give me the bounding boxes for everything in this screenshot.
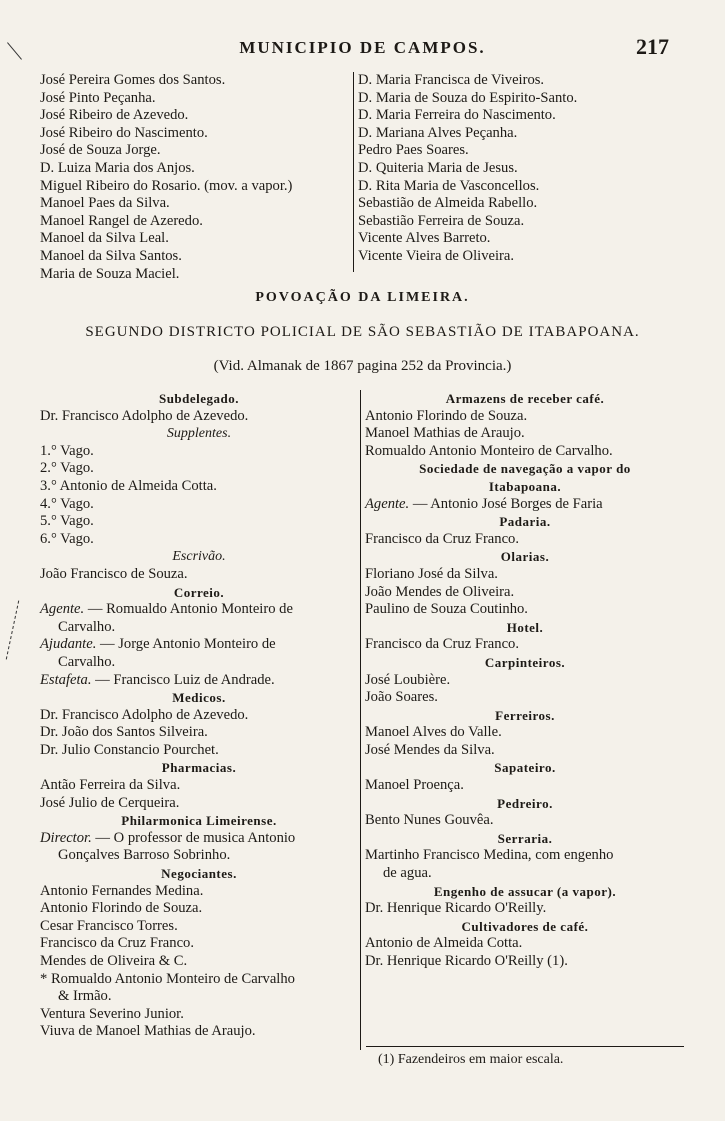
role-label: Ajudante. xyxy=(40,636,97,653)
heading-carpinteiros: Carpinteiros. xyxy=(484,654,566,670)
list-item: Martinho Francisco Medina, com engenho xyxy=(365,847,614,864)
list-item: Maria de Souza Maciel. xyxy=(40,265,180,282)
heading-armazens: Armazens de receber café. xyxy=(445,391,605,406)
margin-mark xyxy=(6,601,19,660)
list-item: Floriano José da Silva. xyxy=(365,565,498,582)
list-item: D. Maria Ferreira do Nascimento. xyxy=(358,107,556,124)
list-item: Manoel Mathias de Araujo. xyxy=(365,425,525,442)
heading-sociedade: Sociedade de navegação a vapor do xyxy=(419,461,631,477)
list-item: José Pinto Peçanha. xyxy=(40,89,156,106)
list-item: Antonio Fernandes Medina. xyxy=(40,882,204,899)
section-title: POVOAÇÃO DA LIMEIRA. xyxy=(255,290,470,305)
list-item: 4.° Vago. xyxy=(40,495,94,512)
list-item: D. Maria Francisca de Viveiros. xyxy=(358,72,545,88)
list-item: * Romualdo Antonio Monteiro de Carvalho xyxy=(40,970,295,987)
left-column xyxy=(40,390,358,1041)
list-item: Viuva de Manoel Mathias de Araujo. xyxy=(40,1023,256,1040)
list-item: Francisco da Cruz Franco. xyxy=(365,530,519,547)
list-item: José Ribeiro do Nascimento. xyxy=(40,124,208,141)
list-item: D. Quiteria Maria de Jesus. xyxy=(358,159,518,176)
list-item: José Mendes da Silva. xyxy=(365,741,495,758)
list-item: Ventura Severino Junior. xyxy=(40,1005,184,1022)
page-number: 217 xyxy=(636,34,669,59)
list-item: Cesar Francisco Torres. xyxy=(40,917,178,934)
heading-medicos: Medicos. xyxy=(172,690,226,706)
heading-supplentes: Supplentes. xyxy=(166,426,232,442)
list-item: João Mendes de Oliveira. xyxy=(365,583,515,600)
role-label: Director. xyxy=(40,829,92,846)
list-item: João Francisco de Souza. xyxy=(40,565,188,582)
running-title: MUNICIPIO DE CAMPOS. xyxy=(239,38,486,57)
heading-padaria: Padaria. xyxy=(499,514,551,530)
heading-hotel: Hotel. xyxy=(506,619,544,635)
list-item: Vicente Alves Barreto. xyxy=(358,230,491,247)
list-item: 1.° Vago. xyxy=(40,442,94,459)
list-item xyxy=(40,636,358,654)
reference-note: (Vid. Almanak de 1867 pagina 252 da Provincia.) xyxy=(213,358,512,374)
list-item: Vicente Vieira de Oliveira. xyxy=(358,247,515,264)
list-item-continuation: & Irmão. xyxy=(58,988,112,1005)
list-item xyxy=(40,672,358,690)
list-item: João Soares. xyxy=(365,689,438,706)
list-item: José Pereira Gomes dos Santos. xyxy=(40,72,226,88)
top-left-list xyxy=(40,72,350,283)
list-item: Manoel da Silva Leal. xyxy=(40,230,169,247)
heading-subdelegado: Subdelegado. xyxy=(158,391,240,406)
heading-sapateiro: Sapateiro. xyxy=(494,760,556,776)
heading-serraria: Serraria. xyxy=(497,830,553,846)
role-text: — O professor de musica Antonio xyxy=(91,829,296,846)
list-item: José Julio de Cerqueira. xyxy=(40,794,180,811)
list-item: Dr. Henrique Ricardo O'Reilly (1). xyxy=(365,953,568,969)
list-item: Miguel Ribeiro do Rosario. (mov. a vapor.) xyxy=(40,177,293,194)
list-item: Dr. Henrique Ricardo O'Reilly. xyxy=(365,900,547,917)
list-item: Manoel Paes da Silva. xyxy=(40,195,170,212)
list-item: Dr. Francisco Adolpho de Azevedo. xyxy=(40,407,249,424)
list-item: Dr. Julio Constancio Pourchet. xyxy=(40,741,219,758)
list-item: D. Luiza Maria dos Anjos. xyxy=(40,159,195,176)
list-item: José Loubière. xyxy=(365,671,451,688)
list-item: D. Maria de Souza do Espirito-Santo. xyxy=(358,89,578,106)
list-item: Dr. Francisco Adolpho de Azevedo. xyxy=(40,706,249,723)
role-label: Agente. xyxy=(40,601,85,618)
list-item: Dr. João dos Santos Silveira. xyxy=(40,724,208,741)
page-header xyxy=(0,34,725,64)
list-item xyxy=(40,601,358,619)
list-item: Manoel Rangel de Azeredo. xyxy=(40,212,203,229)
list-item: Manoel da Silva Santos. xyxy=(40,247,182,264)
list-item: Mendes de Oliveira & C. xyxy=(40,953,188,969)
list-item-continuation: de agua. xyxy=(383,865,432,882)
role-label: Estafeta. xyxy=(40,671,92,688)
role-text: — Romualdo Antonio Monteiro de xyxy=(84,601,293,618)
list-item: Antonio de Almeida Cotta. xyxy=(365,935,523,952)
list-item: Antonio Florindo de Souza. xyxy=(40,900,203,917)
list-item-continuation: Carvalho. xyxy=(58,653,116,670)
district-heading: SEGUNDO DISTRICTO POLICIAL DE SÃO SEBASTIÃO DE ITABAPOANA. xyxy=(85,324,640,340)
role-text: — Francisco Luiz de Andrade. xyxy=(91,671,275,688)
list-item: Romualdo Antonio Monteiro de Carvalho. xyxy=(365,442,613,459)
right-column xyxy=(365,390,685,971)
list-item: Sebastião de Almeida Rabello. xyxy=(358,195,538,212)
role-text: — Jorge Antonio Monteiro de xyxy=(96,636,276,653)
list-item: Pedro Paes Soares. xyxy=(358,142,469,159)
column-divider xyxy=(353,72,354,272)
list-item: D. Rita Maria de Vasconcellos. xyxy=(358,177,540,194)
list-item-continuation: Gonçalves Barroso Sobrinho. xyxy=(58,847,231,864)
list-item-continuation: Carvalho. xyxy=(58,618,116,635)
list-item xyxy=(40,830,358,848)
heading-philarmonica: Philarmonica Limeirense. xyxy=(121,813,277,829)
list-item: Manoel Proença. xyxy=(365,777,464,794)
list-item: 6.° Vago. xyxy=(40,530,94,547)
heading-olarias: Olarias. xyxy=(500,549,550,565)
list-item xyxy=(365,496,685,514)
heading-escrivao: Escrivão. xyxy=(172,549,226,565)
list-item: Sebastião Ferreira de Souza. xyxy=(358,212,525,229)
heading-ferreiros: Ferreiros. xyxy=(495,707,555,723)
list-item: José Ribeiro de Azevedo. xyxy=(40,107,189,124)
list-item: D. Mariana Alves Peçanha. xyxy=(358,124,518,141)
top-right-list xyxy=(358,72,688,266)
list-item: 3.° Antonio de Almeida Cotta. xyxy=(40,477,217,494)
footnote-rule xyxy=(366,1046,684,1047)
heading-sociedade-continuation: Itabapoana. xyxy=(488,478,562,494)
heading-engenho: Engenho de assucar (a vapor). xyxy=(433,883,617,899)
role-text: — Antonio José Borges de Faria xyxy=(409,495,603,512)
list-item: José de Souza Jorge. xyxy=(40,142,161,159)
footnote: (1) Fazendeiros em maior escala. xyxy=(378,1052,564,1067)
list-item: 5.° Vago. xyxy=(40,513,94,530)
list-item: Antão Ferreira da Silva. xyxy=(40,777,181,794)
list-item: Manoel Alves do Valle. xyxy=(365,724,502,741)
heading-pedreiro: Pedreiro. xyxy=(497,795,553,811)
list-item: Paulino de Souza Coutinho. xyxy=(365,601,528,618)
column-divider xyxy=(360,390,361,1050)
heading-cultivadores: Cultivadores de café. xyxy=(461,918,589,934)
list-item: 2.° Vago. xyxy=(40,460,94,477)
list-item: Bento Nunes Gouvêa. xyxy=(365,812,494,829)
heading-pharmacias: Pharmacias. xyxy=(161,760,237,776)
heading-correio: Correio. xyxy=(173,584,225,600)
list-item: Antonio Florindo de Souza. xyxy=(365,407,528,424)
list-item: Francisco da Cruz Franco. xyxy=(40,935,194,952)
role-label: Agente. xyxy=(365,495,410,512)
list-item: Francisco da Cruz Franco. xyxy=(365,636,519,653)
heading-negociantes: Negociantes. xyxy=(161,866,237,882)
